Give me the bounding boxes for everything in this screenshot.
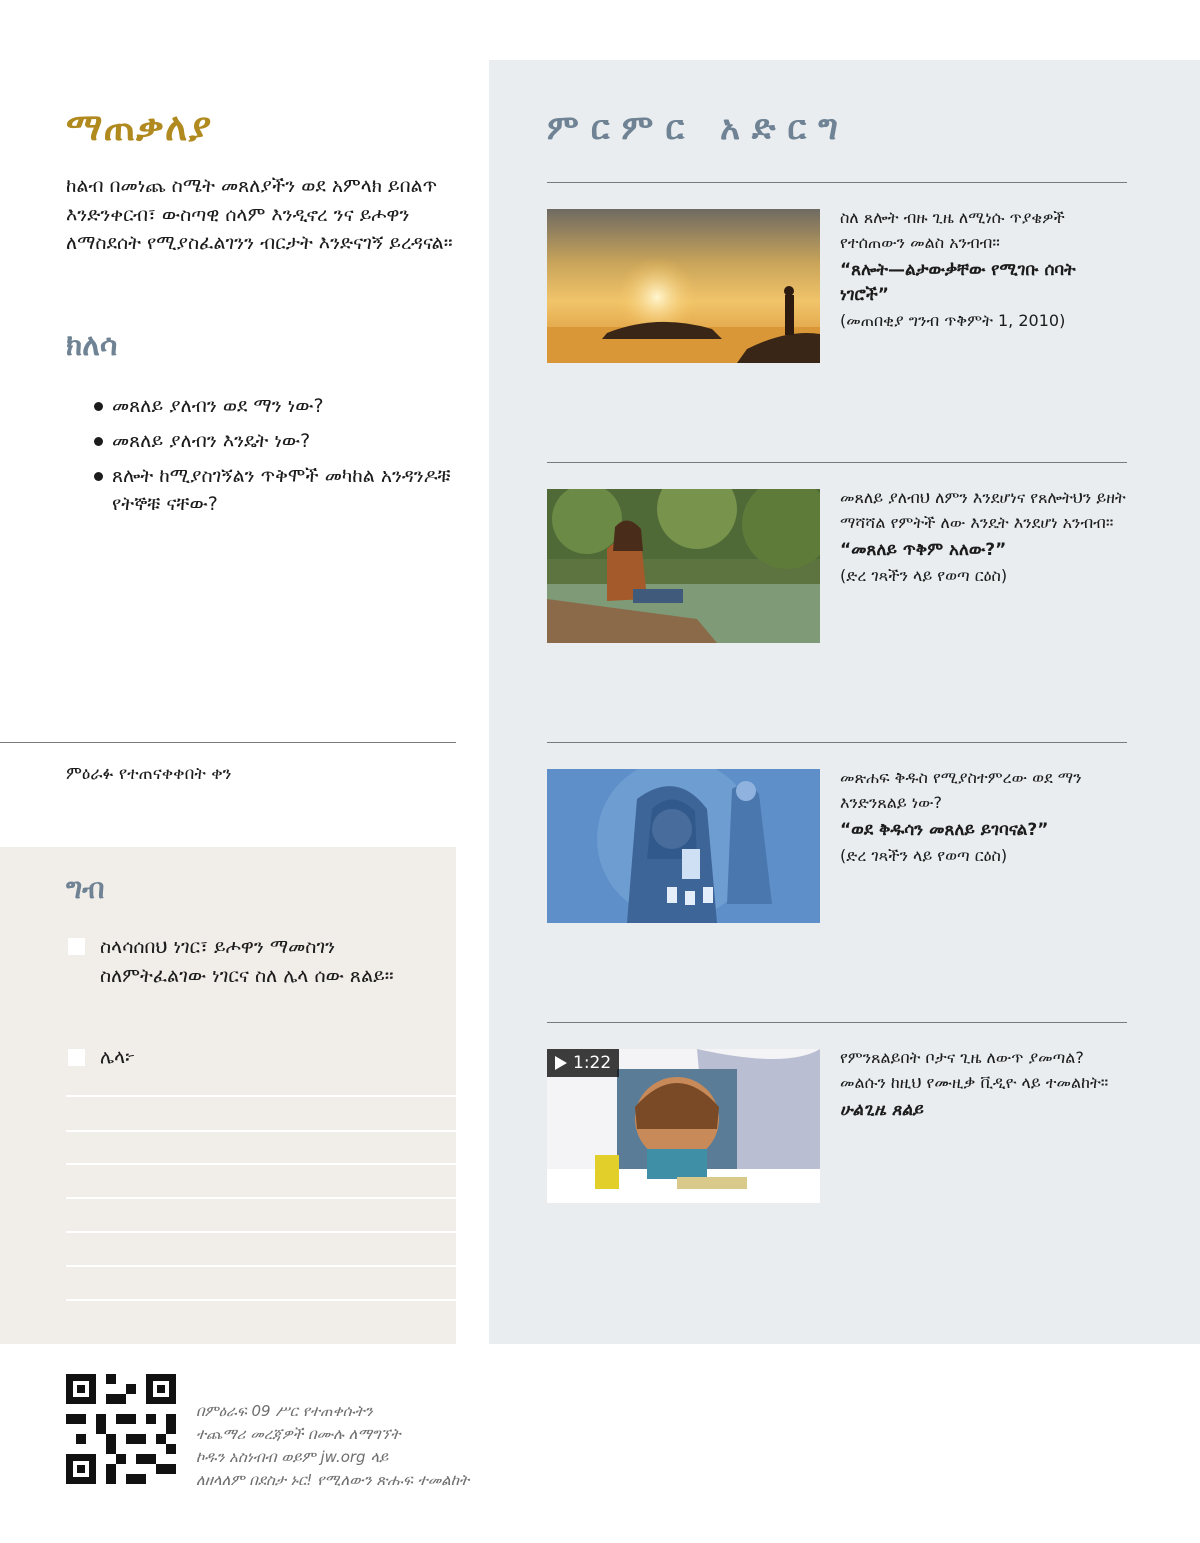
review-question-2: መጸለይ ያለብን እንዴት ነው? <box>92 427 452 455</box>
sunset-prayer-image-art <box>547 209 820 363</box>
divider <box>547 742 1127 743</box>
research-title: ምርምር አድርግ <box>547 108 850 148</box>
research-item-source: (ድረ ገጻችን ላይ የወጣ ርዕስ) <box>840 846 1008 865</box>
woman-by-river-image[interactable] <box>547 489 820 643</box>
write-line[interactable] <box>66 1095 456 1097</box>
research-item-3 <box>840 765 1130 868</box>
play-icon <box>555 1056 567 1070</box>
write-line[interactable] <box>66 1197 456 1199</box>
goal-item-other: ሌላ፦ <box>100 1046 136 1068</box>
divider <box>547 182 1127 183</box>
video-duration: 1:22 <box>573 1053 612 1073</box>
woman-praying-statue-image[interactable] <box>547 769 820 923</box>
research-item-link[interactable]: “ጸሎት—ልታውቃቸው የሚገቡ ሰባት ነገሮች” <box>840 260 1076 305</box>
woman-by-river-image-art <box>547 489 820 643</box>
divider <box>547 462 1127 463</box>
research-item-4 <box>840 1045 1130 1123</box>
research-item-desc: መጽሐፍ ቅዱስ የሚያስተምረው ወደ ማን እንድንጸልይ ነው? <box>840 768 1082 812</box>
write-line[interactable] <box>66 1130 456 1132</box>
divider <box>547 1022 1127 1023</box>
research-item-desc: የምንጸልይበት ቦታና ጊዜ ለውጥ ያመጣል? መልሱን ከዚህ የሙዚቃ ቪዲዮ ላይ ተመልከት። <box>840 1048 1109 1092</box>
write-line[interactable] <box>66 1163 456 1165</box>
summary-text: ከልብ በመነጨ ስሜት መጸለያችን ወደ አምላክ ይበልጥ እንድንቀርብ፣ ውስጣዊ ሰላም እንዲኖረ ንና ይሖዋን ለማስደሰት የሚያስፈልገንን ብርታት እንድናገኝ ይረዳናል። <box>66 175 453 254</box>
review-title: ክለሳ <box>66 328 118 363</box>
review-question-1: መጸለይ ያለብን ወደ ማን ነው? <box>92 392 452 420</box>
footer-line-2: ተጨማሪ መረጃዎች በሙሉ ለማግኘት <box>196 1425 401 1443</box>
goal-title: ግብ <box>66 872 105 905</box>
goal-checkbox-1[interactable] <box>68 938 85 955</box>
qr-code-art <box>66 1374 176 1484</box>
divider <box>0 742 456 743</box>
research-item-source: (መጠበቂያ ግንብ ጥቅምት 1, 2010) <box>840 311 1066 330</box>
research-item-1 <box>840 205 1130 333</box>
sunset-prayer-image[interactable] <box>547 209 820 363</box>
footer-text <box>196 1400 616 1492</box>
summary-title: ማጠቃለያ <box>66 104 213 149</box>
write-line[interactable] <box>66 1299 456 1301</box>
qr-code-icon[interactable] <box>66 1374 176 1484</box>
review-question-3: ጸሎት ከሚያስገኝልን ጥቅሞች መካከል አንዳንዶቹ የትኞቹ ናቸው? <box>92 462 452 518</box>
research-item-desc: መጸለይ ያለብህ ለምን እንደሆነና የጸሎትህን ይዘት ማሻሻል የምትች ለው እንዴት እንደሆነ አንብብ። <box>840 488 1126 532</box>
goal-checkbox-2[interactable] <box>68 1049 85 1066</box>
research-item-link[interactable]: “መጸለይ ጥቅም አለው?” <box>840 540 1007 560</box>
video-play-badge[interactable] <box>547 1049 619 1077</box>
footer-line-1: በምዕራፍ 09 ሥር የተጠቀሱትን <box>196 1402 373 1420</box>
goal-item-1: ስላሳሰበህ ነገር፣ ይሖዋን ማመስገን ስለምትፈልገው ነገርና ስለ ሌላ ሰው ጸልይ። <box>100 936 394 987</box>
research-item-source: (ድረ ገጻችን ላይ የወጣ ርዕስ) <box>840 566 1008 585</box>
research-item-2 <box>840 485 1130 588</box>
woman-praying-statue-image-art <box>547 769 820 923</box>
write-line[interactable] <box>66 1265 456 1267</box>
review-list <box>92 392 452 525</box>
write-line[interactable] <box>66 1231 456 1233</box>
research-item-link[interactable]: “ወደ ቅዱሳን መጸለይ ይገባናል?” <box>840 820 1049 840</box>
research-item-desc: ስለ ጸሎት ብዙ ጊዜ ለሚነሱ ጥያቄዎች የተሰጠውን መልስ አንብብ። <box>840 208 1065 252</box>
footer-line-3: ኮዱን አስነብብ ወይም jw.org ላይ <box>196 1448 389 1466</box>
footer-line-4: ለዘላለም በደስታ ኑር! የሚለውን ጽሑፍ ተመልከት <box>196 1471 470 1489</box>
completion-date-label: ምዕራፉ የተጠናቀቀበት ቀን <box>66 764 232 784</box>
research-item-link[interactable]: ሁልጊዜ ጸልይ <box>840 1100 923 1120</box>
